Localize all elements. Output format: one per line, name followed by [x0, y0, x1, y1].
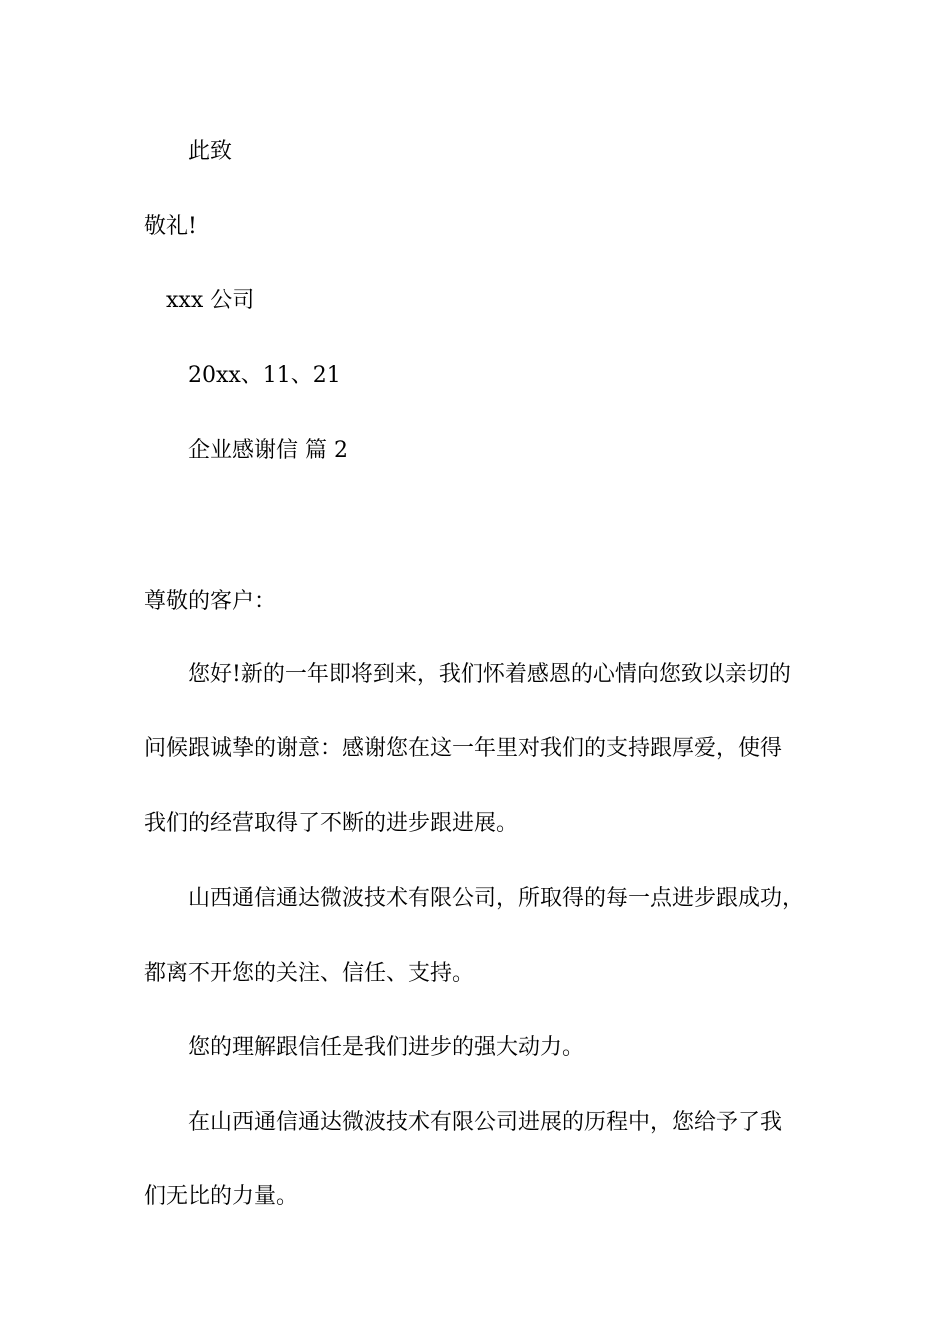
paragraph-line: 您的理解跟信任是我们进步的强大动力。	[188, 1035, 585, 1060]
closing-salutation: 此致	[188, 139, 233, 164]
paragraph-line: 我们的经营取得了不断的进步跟进展。	[144, 811, 519, 836]
letter-date: 20xx、11、21	[188, 363, 341, 388]
greeting: 尊敬的客户：	[144, 589, 277, 614]
paragraph-line: 问候跟诚挚的谢意：感谢您在这一年里对我们的支持跟厚爱，使得	[144, 736, 783, 761]
closing-respect: 敬礼!	[144, 214, 197, 239]
paragraph-line: 们无比的力量。	[144, 1184, 299, 1209]
company-signature: xxx 公司	[166, 288, 255, 313]
section-heading: 企业感谢信 篇 2	[188, 438, 348, 463]
paragraph-line: 您好!新的一年即将到来，我们怀着感恩的心情向您致以亲切的	[188, 662, 791, 687]
paragraph-line: 都离不开您的关注、信任、支持。	[144, 961, 475, 986]
paragraph-line: 在山西通信通达微波技术有限公司进展的历程中，您给予了我	[188, 1110, 783, 1135]
paragraph-line: 山西通信通达微波技术有限公司，所取得的每一点进步跟成功，	[188, 886, 805, 911]
